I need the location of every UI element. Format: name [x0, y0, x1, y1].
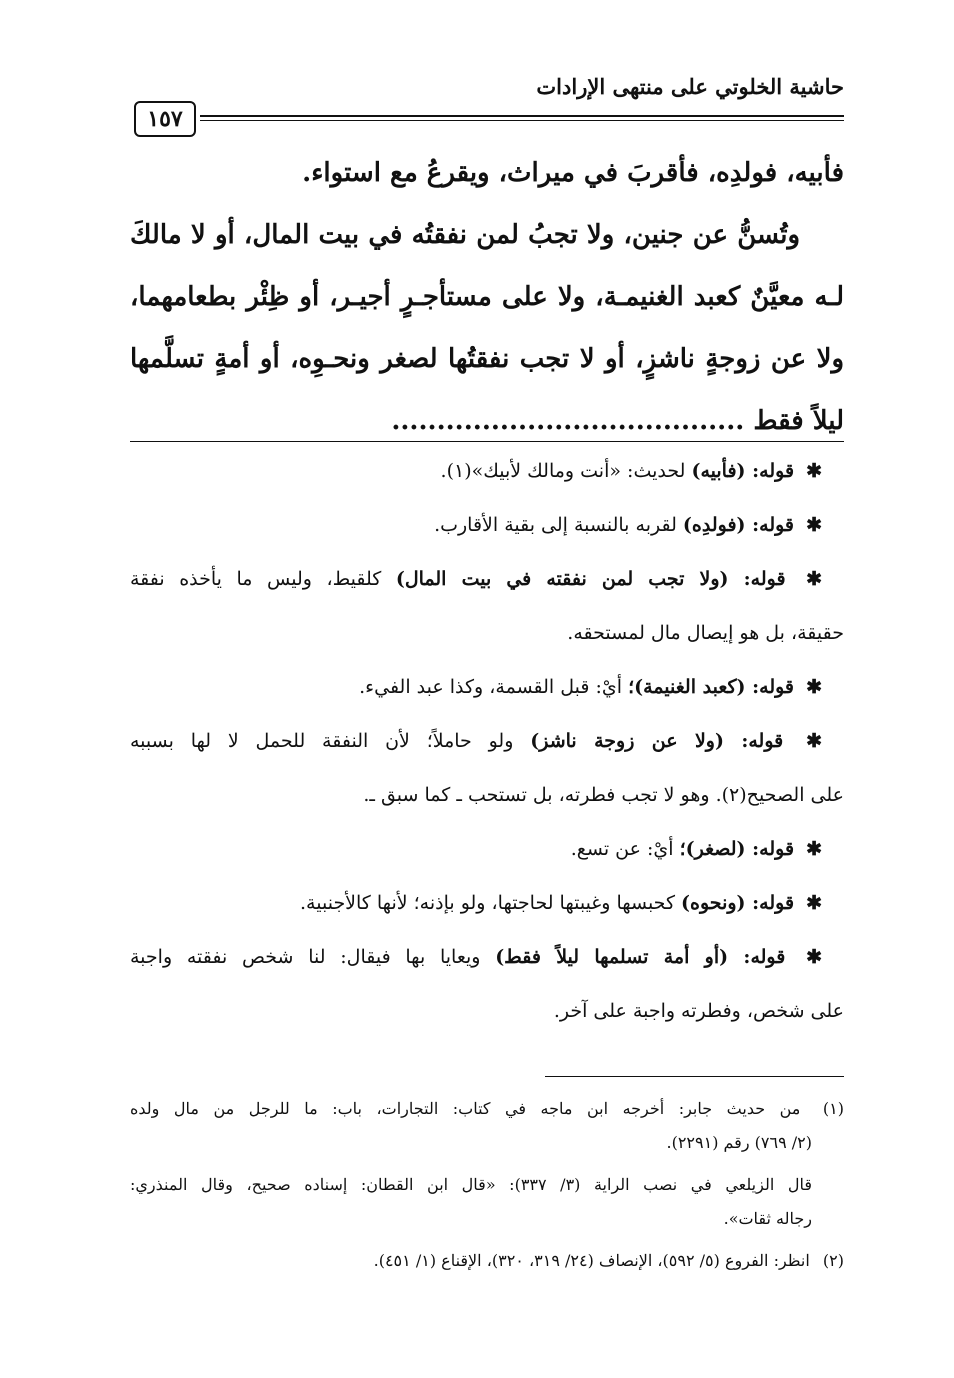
commentary-lemma: قوله: (أو أمة تسلمها ليلاً فقط)	[495, 946, 786, 968]
asterisk-icon: ✱	[806, 568, 822, 590]
main-text	[130, 142, 844, 452]
commentary-entry	[130, 822, 844, 876]
asterisk-icon: ✱	[806, 460, 822, 482]
commentary-lemma: قوله: (ولا تجب لمن نفقته في بيت المال)	[395, 568, 786, 590]
commentary-line	[130, 930, 844, 984]
footnote-text: من حديث جابر: أخرجه ابن ماجه في كتاب: التجارات، باب: ما للرجل من مال ولده	[130, 1099, 801, 1118]
commentary-line	[130, 498, 844, 552]
commentary-text: لحديث: «أنت ومالك لأبيك»(١).	[440, 460, 686, 482]
commentary-entry	[130, 876, 844, 930]
footnote-number: (١)	[822, 1099, 844, 1118]
commentary-entry	[130, 552, 844, 660]
commentary-text: كحبسها وغيبتها لحاجتها، ولو بإذنه؛ لأنها كالأجنبية.	[300, 892, 675, 914]
main-line: وتُسنُّ عن جنين، ولا تجبُ لمن نفقتُه في بيت المال، أو لا مالكَ	[130, 220, 800, 250]
commentary-lemma: قوله: (لصغر)؛	[679, 838, 795, 860]
commentary-line	[130, 876, 844, 930]
footnote-line: قال الزيلعي في نصب الراية (٣/ ٣٣٧): «قال ابن القطان: إسناده صحيح، وقال المنذري:	[130, 1175, 812, 1194]
header-rule	[200, 115, 844, 117]
commentary	[130, 444, 844, 1038]
asterisk-icon: ✱	[806, 946, 822, 968]
main-line: لـه معيَّنٌ كعبد الغنيمـة، ولا على مستأجـرٍ أجيـر، أو ظِئْر بطعامهما،	[130, 282, 844, 312]
main-line: ولا عن زوجةٍ ناشزٍ، أو لا تجب نفقتُها لصغر ونحـوِه، أو أمةٍ تسلَّمها	[130, 344, 844, 374]
footnote	[130, 1092, 844, 1160]
commentary-text: لقربه بالنسبة إلى بقية الأقارب.	[434, 514, 677, 536]
footnote-line: رجاله ثقات».	[723, 1209, 812, 1228]
commentary-line	[130, 444, 844, 498]
asterisk-icon: ✱	[806, 730, 822, 752]
commentary-text: ويعايا بها فيقال: لنا شخص نفقته واجبة	[130, 946, 481, 968]
main-line: فأبيه، فولدِه، فأقربَ في ميراث، ويقرعُ مع استواء.	[302, 158, 844, 188]
commentary-entry	[130, 498, 844, 552]
commentary-text: أيْ: عن تسع.	[570, 838, 674, 860]
footnote-separator	[545, 1076, 844, 1077]
footnote	[130, 1168, 844, 1236]
running-header-title: حاشية الخلوتي على منتهى الإرادات	[536, 74, 844, 99]
footnote-number: (٢)	[822, 1251, 844, 1270]
asterisk-icon: ✱	[806, 514, 822, 536]
commentary-entry	[130, 714, 844, 822]
footnote-text: انظر: الفروع (٥/ ٥٩٢)، الإنصاف (٢٤/ ٣١٩، ٣٢٠)، الإقناع (١/ ٤٥١).	[373, 1251, 810, 1270]
footnote-line: (٢/ ٧٦٩) رقم (٢٢٩١).	[666, 1133, 812, 1152]
asterisk-icon: ✱	[806, 838, 822, 860]
commentary-line: على شخص، وفطرته واجبة على آخر.	[553, 1000, 844, 1022]
commentary-entry	[130, 444, 844, 498]
commentary-lemma: قوله: (فأبيه)	[691, 460, 795, 482]
commentary-line: على الصحيح(٢). وهو لا تجب فطرته، بل تستحب ـ كما سبق ـ.	[363, 784, 844, 806]
footnote-line	[130, 1244, 844, 1278]
commentary-line	[130, 714, 844, 768]
commentary-lemma: قوله: (كعبد الغنيمة)؛	[628, 676, 795, 698]
main-commentary-separator	[130, 441, 844, 442]
asterisk-icon: ✱	[806, 892, 822, 914]
commentary-text: ولو حاملاً؛ لأن النفقة للحمل لا لها بسببه	[130, 730, 514, 752]
page-number: ١٥٧	[134, 101, 196, 137]
dotted-leader: .......................................	[391, 406, 745, 436]
commentary-line: حقيقة، بل هو إيصال مال لمستحقه.	[567, 622, 844, 644]
commentary-entry	[130, 930, 844, 1038]
commentary-lemma: قوله: (ونحوه)	[681, 892, 795, 914]
footnotes	[130, 1092, 844, 1278]
commentary-text: كلقيط، وليس ما يأخذه نفقة	[130, 568, 382, 590]
commentary-entry	[130, 660, 844, 714]
footnote	[130, 1244, 844, 1278]
asterisk-icon: ✱	[806, 676, 822, 698]
commentary-line	[130, 660, 844, 714]
commentary-line	[130, 822, 844, 876]
commentary-lemma: قوله: (فولدِه)	[682, 514, 795, 536]
footnote-line	[130, 1092, 844, 1126]
commentary-lemma: قوله: (ولا عن زوجة ناشز)	[530, 730, 784, 752]
main-line-text: ليلاً فقط	[753, 406, 844, 436]
header-rule-thin	[200, 120, 844, 121]
commentary-line	[130, 552, 844, 606]
main-line-last	[130, 390, 844, 452]
commentary-text: أيْ: قبل القسمة، وكذا عبد الفيء.	[359, 676, 623, 698]
